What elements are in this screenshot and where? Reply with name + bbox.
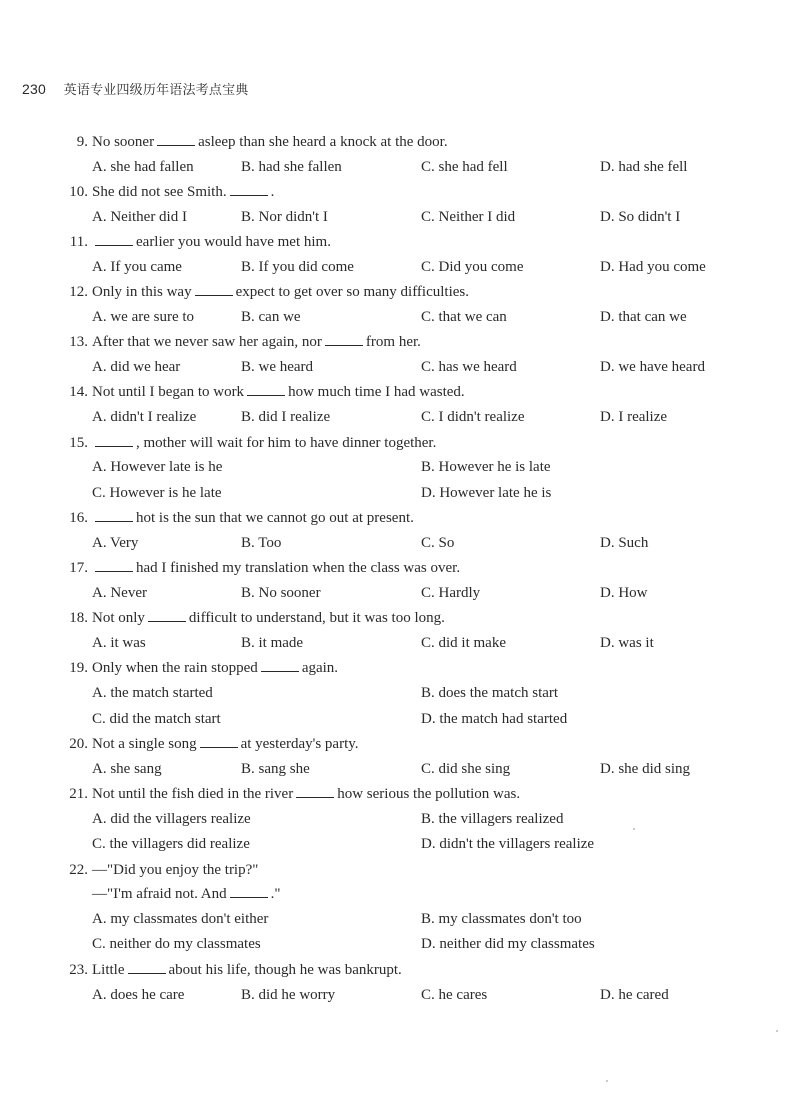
- options-row: [62, 807, 762, 833]
- question-text-post: had I finished my translation when the class was over.: [136, 560, 461, 577]
- answer-blank: [325, 330, 363, 346]
- question-item: [62, 858, 762, 958]
- question-text-post: from her.: [365, 334, 421, 351]
- question-item: [62, 431, 762, 507]
- question-text: [92, 230, 331, 255]
- option-a: A. If you came: [92, 258, 182, 275]
- option-a: A. Neither did I: [92, 208, 187, 225]
- option-b: B. Too: [241, 534, 282, 551]
- options-row: [62, 581, 762, 607]
- question-number: 16.: [69, 510, 88, 527]
- question-text-post: .: [270, 184, 275, 201]
- question-text-post: earlier you would have met him.: [136, 234, 331, 251]
- options-row: [62, 832, 762, 858]
- option-d: D. he cared: [600, 986, 669, 1003]
- question-item: [62, 280, 762, 330]
- question-stem: [62, 958, 762, 983]
- answer-blank: [95, 431, 133, 447]
- question-number: 14.: [69, 384, 88, 401]
- options-row: [62, 531, 762, 557]
- question-number: 15.: [69, 434, 88, 451]
- question-item: [62, 732, 762, 782]
- option-d: D. However late he is: [421, 484, 552, 501]
- options-row: [62, 757, 762, 783]
- option-c: C. Did you come: [421, 258, 524, 275]
- question-item: [62, 556, 762, 606]
- option-d: D. was it: [600, 634, 654, 651]
- book-title: 英语专业四级历年语法考点宝典: [63, 83, 249, 98]
- options-row: [62, 455, 762, 481]
- question-text-pre: Little: [92, 961, 125, 978]
- question-stem: [62, 130, 762, 155]
- option-d: D. neither did my classmates: [421, 936, 595, 953]
- question-item: [62, 330, 762, 380]
- question-item: [62, 380, 762, 430]
- answer-blank: [261, 656, 299, 672]
- question-number: 18.: [69, 610, 88, 627]
- option-c: C. did the match start: [92, 710, 221, 727]
- question-text-pre: Only when the rain stopped: [92, 660, 258, 677]
- option-a: A. does he care: [92, 986, 185, 1003]
- question-item: [62, 130, 762, 180]
- option-b: B. If you did come: [241, 258, 354, 275]
- question-number: 10.: [69, 184, 88, 201]
- option-a: A. Never: [92, 584, 147, 601]
- question-text-post: at yesterday's party.: [240, 736, 359, 753]
- question-stem: [62, 656, 762, 681]
- option-b: B. it made: [241, 634, 304, 651]
- option-b: B. we heard: [241, 358, 314, 375]
- question-stem: [62, 556, 762, 581]
- answer-blank: [95, 230, 133, 246]
- option-b: B. did he worry: [241, 986, 336, 1003]
- options-row: [62, 481, 762, 507]
- answer-blank: [148, 606, 186, 622]
- option-b: B. No sooner: [241, 584, 321, 601]
- answer-blank: [95, 556, 133, 572]
- question-stem: [62, 858, 762, 883]
- question-text: [92, 556, 460, 581]
- option-d: D. had she fell: [600, 158, 688, 175]
- question-item: [62, 506, 762, 556]
- options-row: [62, 305, 762, 331]
- question-text: [92, 656, 338, 681]
- question-number: 21.: [69, 786, 88, 803]
- question-list: [62, 130, 762, 1008]
- option-a: A. it was: [92, 634, 146, 651]
- question-text-pre: Only in this way: [92, 284, 192, 301]
- option-b: B. sang she: [241, 760, 310, 777]
- options-row: [62, 707, 762, 733]
- question-text: [92, 858, 258, 883]
- answer-blank: [157, 130, 195, 146]
- question-text-post: how serious the pollution was.: [337, 786, 521, 803]
- question-text-post: hot is the sun that we cannot go out at present.: [136, 510, 414, 527]
- option-d: D. didn't the villagers realize: [421, 836, 595, 853]
- question-text-post: asleep than she heard a knock at the door.: [198, 134, 448, 150]
- question-stem: [62, 506, 762, 531]
- question-stem: [62, 782, 762, 807]
- option-c: C. Neither I did: [421, 208, 516, 225]
- options-row: [62, 983, 762, 1009]
- option-c: C. did it make: [421, 634, 506, 651]
- page-number: 230: [22, 81, 46, 97]
- question-number: 23.: [69, 961, 88, 978]
- question-stem: [62, 330, 762, 355]
- scan-speck: [606, 1080, 608, 1082]
- answer-blank: [230, 882, 268, 898]
- question-number: 20.: [69, 736, 88, 753]
- question-stem: [62, 180, 762, 205]
- question-text-post: difficult to understand, but it was too long.: [188, 610, 445, 627]
- option-b: B. my classmates don't too: [421, 910, 582, 927]
- option-b: B. However he is late: [421, 459, 551, 476]
- option-a: A. she sang: [92, 760, 162, 777]
- question-stem: [62, 230, 762, 255]
- question-stem: [62, 732, 762, 757]
- question-text: [92, 732, 359, 757]
- question-item: [62, 656, 762, 732]
- question-text: [92, 882, 281, 907]
- question-text-pre: Not until the fish died in the river: [92, 786, 294, 803]
- question-text: [92, 431, 436, 456]
- answer-blank: [247, 380, 285, 396]
- option-c: C. she had fell: [421, 158, 508, 175]
- scan-speck: [776, 1030, 778, 1032]
- question-text-pre: After that we never saw her again, nor: [92, 334, 322, 351]
- option-c: C. Hardly: [421, 584, 481, 601]
- options-row: [62, 405, 762, 431]
- question-number: 19.: [69, 660, 88, 677]
- option-c: C. has we heard: [421, 358, 517, 375]
- option-b: B. did I realize: [241, 409, 331, 426]
- answer-blank: [296, 782, 334, 798]
- question-text-pre: Not a single song: [92, 736, 197, 753]
- question-text-post: how much time I had wasted.: [288, 384, 465, 401]
- answer-blank: [200, 732, 238, 748]
- option-b: B. the villagers realized: [421, 810, 564, 827]
- question-text: [92, 380, 465, 405]
- question-number: 22.: [69, 861, 88, 878]
- option-c: C. However is he late: [92, 484, 222, 501]
- question-text-post: again.: [301, 660, 339, 677]
- question-text-pre: —"I'm afraid not. And: [92, 886, 227, 903]
- option-c: C. I didn't realize: [421, 409, 525, 426]
- options-row: [62, 631, 762, 657]
- question-text-post: .": [270, 886, 281, 903]
- option-d: D. she did sing: [600, 760, 690, 777]
- option-c: C. the villagers did realize: [92, 836, 250, 853]
- option-a: A. my classmates don't either: [92, 910, 269, 927]
- options-row: [62, 205, 762, 231]
- answer-blank: [230, 180, 268, 196]
- answer-blank: [128, 958, 166, 974]
- question-item: [62, 230, 762, 280]
- question-stem: [62, 606, 762, 631]
- question-item: [62, 180, 762, 230]
- option-c: C. neither do my classmates: [92, 936, 261, 953]
- question-text-post: expect to get over so many difficulties.: [235, 284, 470, 301]
- options-row: [62, 355, 762, 381]
- option-b: B. had she fallen: [241, 158, 342, 175]
- question-number: 11.: [69, 234, 88, 251]
- question-text: [92, 330, 421, 355]
- options-row: [62, 681, 762, 707]
- options-row: [62, 932, 762, 958]
- option-b: B. Nor didn't I: [241, 208, 328, 225]
- question-text-post: about his life, though he was bankrupt.: [168, 961, 402, 978]
- options-row: [62, 907, 762, 933]
- answer-blank: [195, 280, 233, 296]
- option-a: A. Very: [92, 534, 139, 551]
- option-b: B. does the match start: [421, 685, 559, 702]
- question-text-pre: —"Did you enjoy the trip?": [92, 861, 259, 878]
- question-number: 12.: [69, 284, 88, 301]
- answer-blank: [95, 506, 133, 522]
- option-a: A. she had fallen: [92, 158, 194, 175]
- option-c: C. So: [421, 534, 455, 551]
- question-stem: [62, 431, 762, 456]
- question-item: [62, 782, 762, 858]
- option-a: A. did the villagers realize: [92, 810, 251, 827]
- option-a: A. the match started: [92, 685, 213, 702]
- option-d: D. I realize: [600, 409, 668, 426]
- question-number: 9.: [76, 134, 88, 150]
- question-number: 17.: [69, 560, 88, 577]
- option-a: A. we are sure to: [92, 308, 195, 325]
- question-text-pre: Not until I began to work: [92, 384, 245, 401]
- options-row: [62, 155, 762, 181]
- question-text-post: , mother will wait for him to have dinner together.: [136, 434, 437, 451]
- question-text: [92, 130, 448, 155]
- option-c: C. did she sing: [421, 760, 511, 777]
- question-text: [92, 280, 469, 305]
- question-text-pre: No sooner: [92, 134, 155, 150]
- question-stem: [62, 380, 762, 405]
- scan-speck: [633, 828, 635, 830]
- option-a: A. However late is he: [92, 459, 223, 476]
- question-text: [92, 782, 520, 807]
- question-text: [92, 180, 274, 205]
- question-text: [92, 606, 445, 631]
- option-d: D. How: [600, 584, 648, 601]
- options-row: [62, 255, 762, 281]
- question-text-pre: Not only: [92, 610, 145, 627]
- question-number: 13.: [69, 334, 88, 351]
- option-d: D. Such: [600, 534, 649, 551]
- option-d: D. So didn't I: [600, 208, 681, 225]
- question-item: [62, 606, 762, 656]
- option-d: D. the match had started: [421, 710, 568, 727]
- option-a: A. did we hear: [92, 358, 181, 375]
- question-stem-line2: [62, 882, 762, 907]
- question-text: [92, 506, 414, 531]
- page-header: [22, 79, 248, 99]
- option-b: B. can we: [241, 308, 301, 325]
- option-a: A. didn't I realize: [92, 409, 197, 426]
- option-d: D. we have heard: [600, 358, 705, 375]
- option-c: C. that we can: [421, 308, 507, 325]
- question-stem: [62, 280, 762, 305]
- option-c: C. he cares: [421, 986, 488, 1003]
- option-d: D. Had you come: [600, 258, 706, 275]
- option-d: D. that can we: [600, 308, 687, 325]
- question-text-pre: She did not see Smith.: [92, 184, 227, 201]
- question-item: [62, 958, 762, 1008]
- question-text: [92, 958, 402, 983]
